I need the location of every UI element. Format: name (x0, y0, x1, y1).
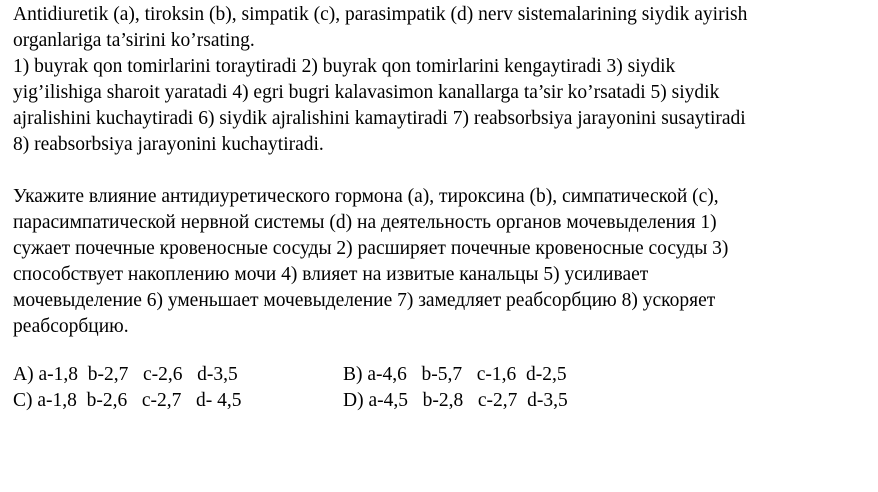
question-uz-line-4: yig’ilishiga sharoit yaratadi 4) egri bugri kalavasimon kanallarga ta’sir ko’rsatadi 5) siydik (13, 82, 720, 103)
question-uzbek (13, 2, 873, 158)
question-uz-line-5: ajralishini kuchaytiradi 6) siydik ajralishini kamaytiradi 7) reabsorbsiya jarayonini susaytiradi (13, 108, 746, 129)
question-ru-line-1: Укажите влияние антидиуретического гормона (а), тироксина (b), симпатической (с), (13, 186, 719, 207)
question-ru-line-5: мочевыделение 6) уменьшает мочевыделение 7) замедляет реабсорбцию 8) ускоряет (13, 290, 716, 311)
question-uz-line-3: 1) buyrak qon tomirlarini toraytiradi 2) buyrak qon tomirlarini kengaytiradi 3) siydik (13, 56, 676, 77)
question-ru-line-3: сужает почечные кровеносные сосуды 2) расширяет почечные кровеносные сосуды 3) (13, 238, 729, 259)
option-a[interactable]: A) a-1,8 b-2,7 c-2,6 d-3,5 (13, 364, 238, 385)
option-d[interactable]: D) a-4,5 b-2,8 c-2,7 d-3,5 (343, 390, 568, 411)
option-c[interactable]: C) a-1,8 b-2,6 c-2,7 d- 4,5 (13, 390, 242, 411)
question-block (13, 2, 873, 340)
option-b[interactable]: B) a-4,6 b-5,7 c-1,6 d-2,5 (343, 364, 567, 385)
question-uz-line-6: 8) reabsorbsiya jarayonini kuchaytiradi. (13, 134, 324, 155)
question-ru-line-6: реабсорбцию. (13, 316, 129, 337)
question-ru-line-2: парасимпатической нервной системы (d) на деятельность органов мочевыделения 1) (13, 212, 717, 233)
question-ru-line-4: способствует накоплению мочи 4) влияет на извитые канальцы 5) усиливает (13, 264, 649, 285)
question-uz-line-1: Antidiuretik (a), tiroksin (b), simpatik (c), parasimpatik (d) nerv sistemalarining siydik ayirish (13, 4, 748, 25)
answer-options (13, 362, 873, 414)
options-row-2 (13, 388, 873, 414)
question-russian (13, 184, 873, 340)
options-row-1 (13, 362, 873, 388)
question-uz-line-2: organlariga ta’sirini ko’rsating. (13, 30, 255, 51)
paragraph-spacer (13, 158, 873, 184)
